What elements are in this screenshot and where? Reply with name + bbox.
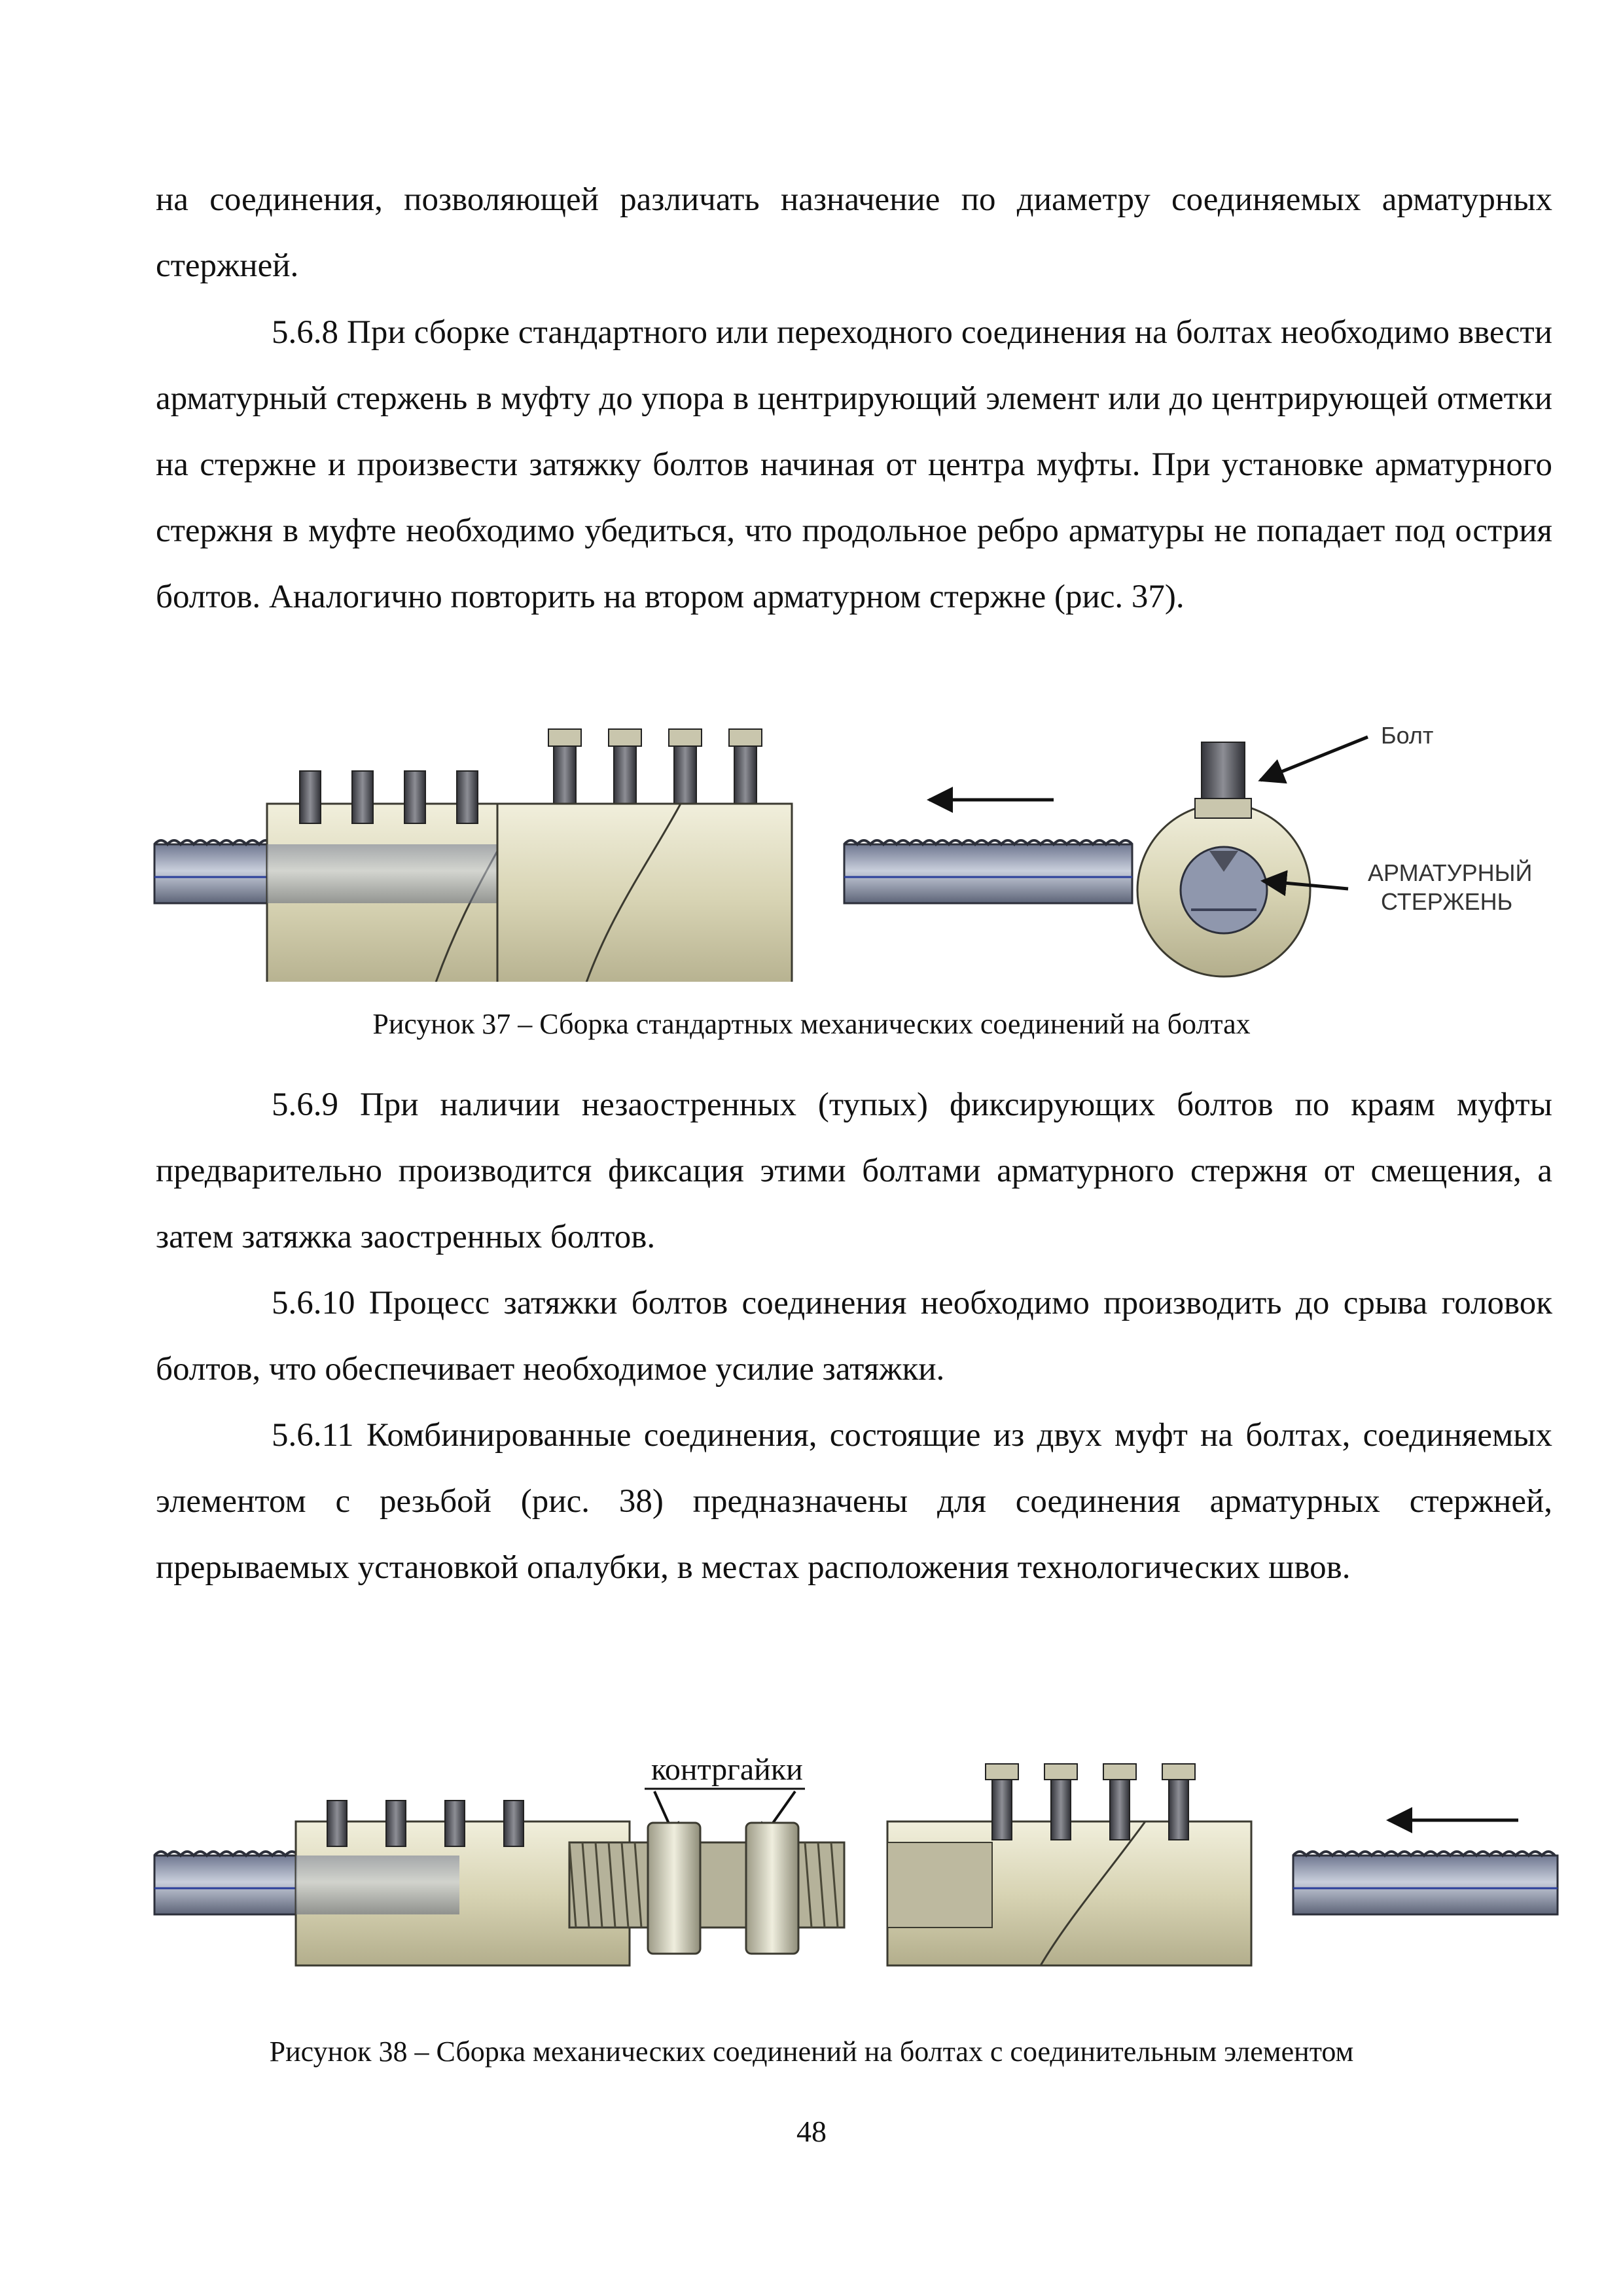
paragraph-continuation: на соединения, позволяющей различать назначение по диаметру соединяемых арматурных стержней. [156,181,1552,284]
label-rebar-line2: СТЕРЖЕНЬ [1381,888,1513,915]
paragraph-5-6-9: 5.6.9 При наличии незаостренных (тупых) фиксирующих болтов по краям муфты предварительно производится фиксация этими болтами арматурного стержня от смещения, а затем затяжка заостренных болтов. [156,1086,1552,1255]
paragraph-5-6-11: 5.6.11 Комбинированные соединения, состоящие из двух муфт на болтах, соединяемых элементом с резьбой (рис. 38) предназначены для соединения арматурных стержней, прерываемых установкой опалубки, в местах расположения технологических швов. [156,1417,1552,1586]
locknut-right [746,1823,798,1954]
fig38-rebar-right [1293,1852,1558,1914]
rebar-right [844,840,1132,903]
figure-37-caption: Рисунок 37 – Сборка стандартных механических соединений на болтах [372,1008,1251,1040]
bolt-callout-arrow [1260,737,1368,780]
cross-section [1137,742,1310,977]
label-rebar-line1: АРМАТУРНЫЙ [1368,859,1533,886]
figure-38-caption: Рисунок 38 – Сборка механических соединений на болтах с соединительным элементом [269,2036,1354,2068]
figure-38-illustration [151,1744,1564,1980]
page-number: 48 [796,2115,827,2148]
figure-37-illustration [151,720,1564,982]
label-locknuts: контргайки [651,1752,803,1787]
fig38-coupler-right [887,1821,1251,1965]
label-bolt: Болт [1381,722,1434,749]
coupler-right-part [497,804,792,982]
paragraph-5-6-10: 5.6.10 Процесс затяжки болтов соединения необходимо производить до срыва головок болтов, что обеспечивает необходимое усилие затяжки. [156,1285,1552,1388]
paragraph-5-6-8: 5.6.8 При сборке стандартного или переходного соединения на болтах необходимо ввести арматурный стержень в муфту до упора в центрирующий элемент или до центрирующей отметки на стержне и произвести затяжку болтов начиная от центра муфты. При установке арматурного стержня в муфте необходимо убедиться, что продольное ребро арматуры не попадает под острия болтов. Аналогично повторить на втором арматурном стержне (рис. 37). [156,314,1552,615]
threaded-connector [569,1842,844,1928]
locknut-left [648,1823,700,1954]
